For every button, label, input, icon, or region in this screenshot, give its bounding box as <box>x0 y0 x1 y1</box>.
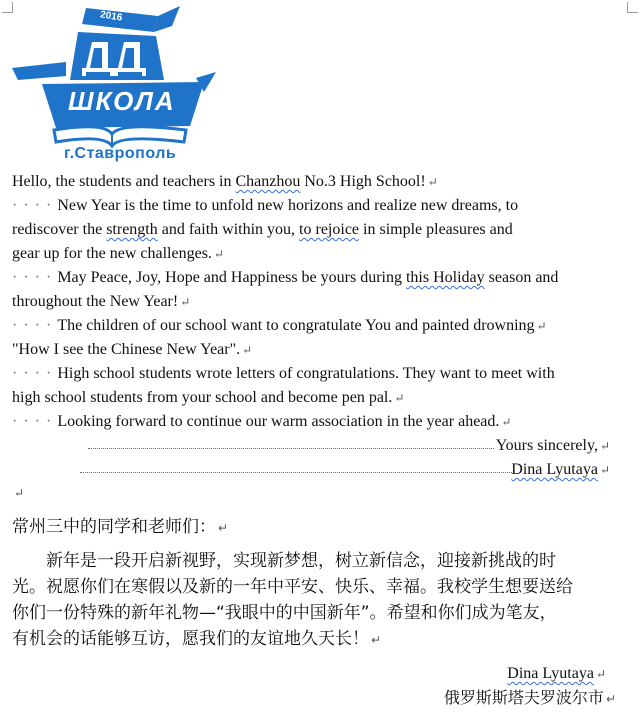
closing-line: Yours sincerely, ↵ <box>495 437 610 454</box>
logo-year: 2016 <box>99 9 123 24</box>
chinese-signature-name: Dina Lyutaya ↵ <box>507 665 606 682</box>
chinese-body <box>12 548 618 653</box>
sender-name: Dina Lyutaya ↵ <box>511 461 610 478</box>
chinese-body-line-3: 你们一份特殊的新年礼物—“我眼中的中国新年”。希望和你们成为笔友， <box>12 603 557 623</box>
english-paragraph-2-line-2: throughout the New Year! ↵ <box>12 293 191 310</box>
logo-city-name: г.Ставрополь <box>64 145 177 162</box>
logo-school-name: ШКОЛА <box>68 86 176 116</box>
english-greeting: Hello, the students and teachers in Chanzhou No.3 High School! ↵ <box>12 173 438 190</box>
english-paragraph-4-line-1: · · · · High school students wrote letters of congratulations. They want to meet with <box>12 365 555 382</box>
english-paragraph-3-line-2: "How I see the Chinese New Year". ↵ <box>12 341 253 358</box>
chinese-greeting: 常州三中的同学和老师们： ↵ <box>12 517 229 537</box>
sender-dot-leader <box>80 472 512 473</box>
english-paragraph-1-line-3: gear up for the new challenges. ↵ <box>12 245 224 262</box>
chinese-body-line-1: 新年是一段开启新视野，实现新梦想，树立新信念，迎接新挑战的时 <box>46 551 556 571</box>
open-book-icon <box>54 127 186 146</box>
chinese-body-line-4: 有机会的话能够互访，愿我们的友谊地久天长！ ↵ <box>12 629 382 649</box>
sailing-ship-icon <box>8 2 220 164</box>
english-paragraph-4-line-2: high school students from your school and become pen pal. ↵ <box>12 389 405 406</box>
school-logo <box>8 2 220 164</box>
chinese-signature-city: 俄罗斯斯塔夫罗波尔市 ↵ <box>443 688 616 707</box>
english-paragraph-1-line-2: rediscover the strength and faith within you, to rejoice in simple pleasures and <box>12 221 513 238</box>
crop-mark-top-right <box>627 2 638 13</box>
english-paragraph-2-line-1: · · · · May Peace, Joy, Hope and Happiness be yours during this Holiday season and <box>12 269 559 286</box>
english-paragraph-1-line-1: · · · · New Year is the time to unfold new horizons and realize new dreams, to <box>12 197 519 214</box>
english-paragraph-5-line-1: · · · · Looking forward to continue our warm association in the year ahead. ↵ <box>12 413 512 430</box>
chinese-body-line-2: 光。祝愿你们在寒假以及新的一年中平安、快乐、幸福。我校学生想要送给 <box>12 577 573 597</box>
empty-paragraph-mark: ↵ <box>14 486 25 500</box>
english-paragraph-3-line-1: · · · · The children of our school want to congratulate You and painted drowning ↵ <box>12 317 547 334</box>
closing-dot-leader <box>88 448 494 449</box>
